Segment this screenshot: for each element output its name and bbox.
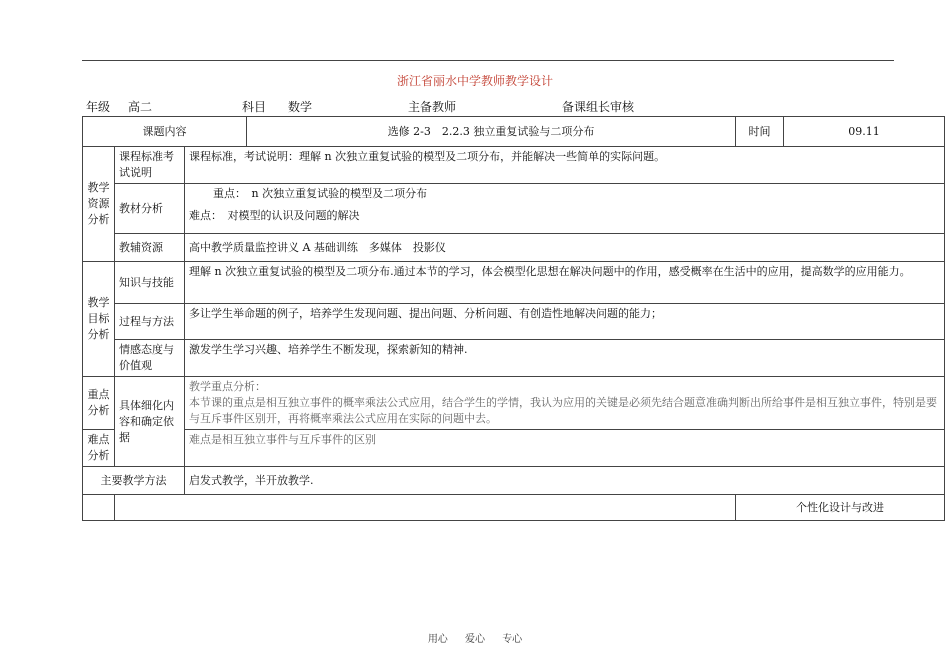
- lesson-plan-table: [82, 116, 945, 521]
- method-label: 主要教学方法: [83, 467, 185, 495]
- process-label: 过程与方法: [115, 304, 185, 340]
- knowledge-label: 知识与技能: [115, 262, 185, 304]
- difficulty-row: [83, 430, 945, 467]
- personal-blank-main: [115, 495, 736, 521]
- emotion-row: [83, 340, 945, 377]
- grade-value: 高二: [128, 100, 153, 114]
- detail-label: 具体细化内容和确定依据: [115, 377, 185, 467]
- time-value: 09.11: [784, 117, 945, 147]
- personal-row: [83, 495, 945, 521]
- aux-label: 教辅资源: [115, 234, 185, 262]
- topic-value: 选修 2-3 2.2.3 独立重复试验与二项分布: [247, 117, 736, 147]
- emotion-text: 激发学生学习兴趣、培养学生不断发现，探索新知的精神.: [185, 340, 945, 377]
- footer-item-1: 用心: [427, 634, 448, 645]
- diff-group-label: 难点分析: [83, 430, 115, 467]
- personal-label: 个性化设计与改进: [736, 495, 945, 521]
- aux-text: 高中教学质量监控讲义 A 基础训练 多媒体 投影仪: [185, 234, 945, 262]
- aux-row: [83, 234, 945, 262]
- standard-row: [83, 147, 945, 184]
- subject-label: 科目: [242, 100, 267, 114]
- topic-row: [83, 117, 945, 147]
- key-row: [83, 377, 945, 430]
- personal-blank-left: [83, 495, 115, 521]
- time-label: 时间: [736, 117, 784, 147]
- material-key-point: 重点： n 次独立重复试验的模型及二项分布: [213, 187, 428, 200]
- resource-group-label: 教学资源分析: [83, 147, 115, 262]
- standard-label: 课程标准考试说明: [115, 147, 185, 184]
- footer-item-3: 专心: [502, 634, 523, 645]
- method-row: [83, 467, 945, 495]
- knowledge-text: 理解 n 次独立重复试验的模型及二项分布.通过本节的学习，体会模型化思想在解决问题中的作用，感受概率在生活中的应用，提高数学的应用能力。: [185, 262, 945, 304]
- key-analysis-text: 本节课的重点是相互独立事件的概率乘法公式应用，结合学生的学情，我认为应用的关键是必须先结合题意准确判断出所给事件是相互独立事件，特别是要与互斥事件区别开，再将概率乘法公式应用在实际的问题中去。: [189, 396, 937, 425]
- footer: [0, 630, 950, 645]
- process-text: 多让学生举命题的例子，培养学生发现问题、提出问题、分析问题、有创造性地解决问题的能力；: [185, 304, 945, 340]
- standard-text: 课程标准，考试说明：理解 n 次独立重复试验的模型及二项分布，并能解决一些简单的实际问题。: [185, 147, 945, 184]
- key-group-label: 重点分析: [83, 377, 115, 430]
- knowledge-row: [83, 262, 945, 304]
- subject-value: 数学: [288, 100, 313, 114]
- footer-item-2: 爱心: [465, 634, 485, 645]
- emotion-label: 情感态度与价值观: [115, 340, 185, 377]
- topic-label: 课题内容: [83, 117, 247, 147]
- teacher-label: 主备教师: [408, 100, 457, 114]
- diff-text: 难点是相互独立事件与互斥事件的区别: [185, 430, 945, 467]
- process-row: [83, 304, 945, 340]
- key-analysis-heading: 教学重点分析：: [189, 380, 266, 393]
- material-label: 教材分析: [115, 184, 185, 234]
- material-difficulty: 难点： 对模型的认识及问题的解决: [189, 209, 360, 222]
- top-rule: [82, 60, 894, 61]
- goal-group-label: 教学目标分析: [83, 262, 115, 377]
- grade-label: 年级: [86, 100, 111, 114]
- method-text: 启发式教学，半开放教学.: [185, 467, 945, 495]
- page-title: 浙江省丽水中学教师教学设计: [396, 74, 553, 88]
- reviewer-label: 备课组长审核: [562, 100, 635, 114]
- material-row: [83, 184, 945, 234]
